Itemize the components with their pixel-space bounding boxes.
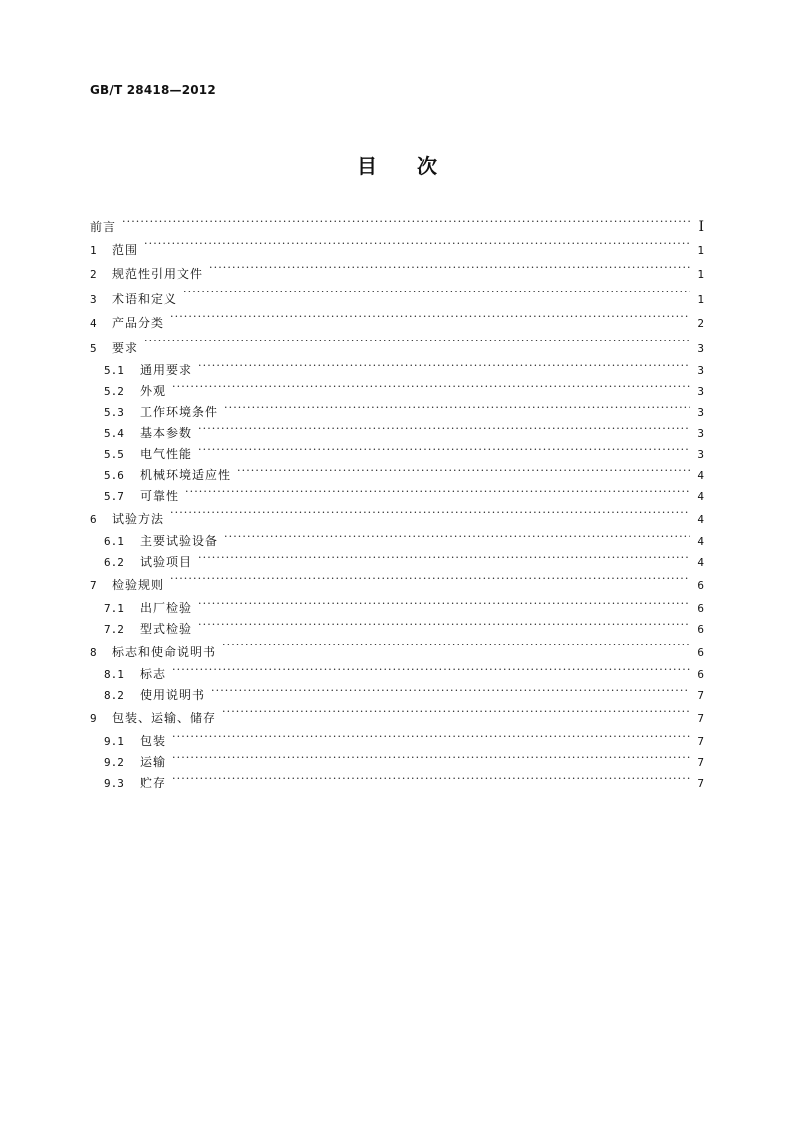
toc-entry-page: 6	[697, 645, 704, 659]
dot-leader	[198, 446, 690, 458]
toc-entry-label: 包装、运输、储存	[112, 711, 217, 726]
toc-entry-label: 范围	[112, 243, 139, 257]
toc-entry-label: 检验规则	[112, 578, 165, 593]
toc-entry[interactable]	[90, 216, 704, 238]
toc-entry-number: 7.1	[104, 601, 124, 615]
toc-entry-label: 试验项目	[140, 555, 193, 570]
toc-entry-page: 6	[697, 668, 704, 682]
toc-entry-page: 6	[697, 601, 704, 615]
toc-entry-number: 6.1	[104, 535, 124, 549]
toc-entry-label: 试验方法	[112, 511, 165, 526]
toc-entry-page: 3	[697, 447, 704, 461]
toc-entry[interactable]	[90, 531, 704, 552]
toc-entry-number: 9.2	[104, 755, 124, 769]
toc-entry-number: 7	[90, 579, 97, 593]
dot-leader	[170, 511, 690, 523]
dot-leader	[222, 710, 690, 722]
toc-entry[interactable]	[90, 619, 704, 640]
toc-entry-label: 标志	[140, 667, 167, 682]
toc-entry-label: 外观	[140, 383, 167, 398]
toc-entry-number: 6.2	[104, 556, 124, 570]
toc-entry-page: 1	[697, 292, 704, 306]
toc-entry-label: 使用说明书	[140, 688, 206, 703]
toc-entry-page: 4	[697, 468, 704, 482]
dot-leader	[172, 666, 690, 678]
toc-entry-number: 9.3	[104, 776, 124, 790]
toc-entry-page: 4	[697, 556, 704, 570]
toc-entry[interactable]	[90, 706, 704, 730]
toc-entry-number: 8.1	[104, 668, 124, 682]
toc-entry-number: 5	[90, 341, 97, 355]
toc-entry[interactable]	[90, 664, 704, 685]
dot-leader	[185, 488, 690, 500]
toc-entry-number: 5.3	[104, 405, 124, 419]
toc-entry[interactable]	[90, 773, 704, 794]
toc-entry-label: 贮存	[140, 775, 167, 790]
dot-leader	[172, 775, 690, 787]
toc-entry-number: 8	[90, 645, 97, 659]
toc-entry[interactable]	[90, 598, 704, 619]
standard-code: GB/T 28418—2012	[90, 83, 216, 97]
table-of-contents	[90, 216, 704, 794]
toc-entry[interactable]	[90, 731, 704, 752]
dot-leader	[224, 404, 690, 416]
toc-entry-label: 可靠性	[140, 488, 180, 503]
toc-entry-number: 5.7	[104, 489, 124, 503]
toc-entry-number: 8.2	[104, 689, 124, 703]
toc-entry-label: 前言	[90, 220, 117, 234]
toc-entry-number: 5.5	[104, 447, 124, 461]
toc-entry[interactable]	[90, 507, 704, 531]
toc-entry-page: 1	[697, 244, 704, 257]
toc-entry-page: 3	[697, 341, 704, 355]
toc-entry-number: 9	[90, 712, 97, 726]
toc-entry[interactable]	[90, 238, 704, 262]
toc-entry-label: 出厂检验	[140, 600, 193, 615]
toc-entry-page: 7	[697, 776, 704, 790]
dot-leader	[170, 577, 690, 589]
toc-entry[interactable]	[90, 465, 704, 486]
toc-entry-number: 4	[90, 317, 97, 331]
page-title: 目次	[357, 154, 477, 178]
toc-entry[interactable]	[90, 573, 704, 597]
toc-entry-page: 7	[697, 755, 704, 769]
toc-entry-label: 包装	[140, 733, 167, 748]
dot-leader	[211, 687, 690, 699]
dot-leader	[122, 219, 690, 231]
dot-leader	[198, 600, 690, 612]
toc-entry[interactable]	[90, 640, 704, 664]
dot-leader	[172, 733, 690, 745]
toc-entry-label: 规范性引用文件	[112, 267, 204, 282]
toc-entry-page: 6	[697, 579, 704, 593]
toc-entry-page: 3	[697, 384, 704, 398]
toc-entry[interactable]	[90, 336, 704, 360]
dot-leader	[172, 383, 690, 395]
toc-entry-label: 标志和使命说明书	[112, 644, 217, 659]
dot-leader	[183, 291, 690, 303]
toc-entry-label: 术语和定义	[112, 291, 178, 306]
toc-entry-label: 机械环境适应性	[140, 467, 232, 482]
toc-entry-label: 基本参数	[140, 425, 193, 440]
toc-entry[interactable]	[90, 444, 704, 465]
dot-leader	[198, 425, 690, 437]
toc-entry-label: 产品分类	[112, 316, 165, 331]
toc-entry[interactable]	[90, 486, 704, 507]
dot-leader	[224, 533, 690, 545]
toc-entry-label: 要求	[112, 340, 139, 355]
dot-leader	[209, 266, 690, 278]
toc-entry-number: 1	[90, 244, 97, 257]
toc-entry-page: 4	[697, 535, 704, 549]
toc-entry-page: 6	[697, 622, 704, 636]
toc-entry[interactable]	[90, 360, 704, 381]
toc-entry-label: 主要试验设备	[140, 534, 219, 549]
toc-entry[interactable]	[90, 685, 704, 706]
toc-entry-label: 工作环境条件	[140, 404, 219, 419]
toc-entry-number: 3	[90, 292, 97, 306]
dot-leader	[198, 554, 690, 566]
toc-entry[interactable]	[90, 752, 704, 773]
dot-leader	[198, 621, 690, 633]
toc-entry-number: 5.1	[104, 363, 124, 377]
toc-entry-label: 电气性能	[140, 446, 193, 461]
toc-entry-number: 9.1	[104, 734, 124, 748]
toc-entry-page: 2	[697, 317, 704, 331]
toc-entry-number: 5.6	[104, 468, 124, 482]
dot-leader	[237, 467, 690, 479]
toc-entry[interactable]	[90, 287, 704, 311]
toc-entry-page: 7	[697, 689, 704, 703]
toc-entry-label: 型式检验	[140, 621, 193, 636]
toc-entry-page: 3	[697, 426, 704, 440]
dot-leader	[144, 242, 690, 254]
toc-entry-label: 运输	[140, 754, 167, 769]
toc-entry[interactable]	[90, 552, 704, 573]
dot-leader	[170, 315, 690, 327]
dot-leader	[198, 362, 690, 374]
toc-entry-number: 2	[90, 268, 97, 282]
dot-leader	[222, 644, 690, 656]
toc-entry-page: 7	[697, 734, 704, 748]
toc-entry-page: 3	[697, 363, 704, 377]
toc-entry[interactable]	[90, 402, 704, 423]
toc-entry-number: 5.4	[104, 426, 124, 440]
toc-entry-page: 4	[697, 489, 704, 503]
toc-entry-page: 1	[697, 268, 704, 282]
toc-entry[interactable]	[90, 381, 704, 402]
toc-entry-page: 7	[697, 712, 704, 726]
toc-entry-label: 通用要求	[140, 362, 193, 377]
toc-entry-page: I	[698, 219, 704, 235]
dot-leader	[172, 754, 690, 766]
toc-entry-number: 6	[90, 512, 97, 526]
toc-entry-number: 7.2	[104, 622, 124, 636]
dot-leader	[144, 340, 690, 352]
toc-entry[interactable]	[90, 423, 704, 444]
toc-entry-number: 5.2	[104, 384, 124, 398]
toc-entry[interactable]	[90, 262, 704, 286]
toc-entry[interactable]	[90, 311, 704, 335]
toc-entry-page: 3	[697, 405, 704, 419]
toc-entry-page: 4	[697, 512, 704, 526]
